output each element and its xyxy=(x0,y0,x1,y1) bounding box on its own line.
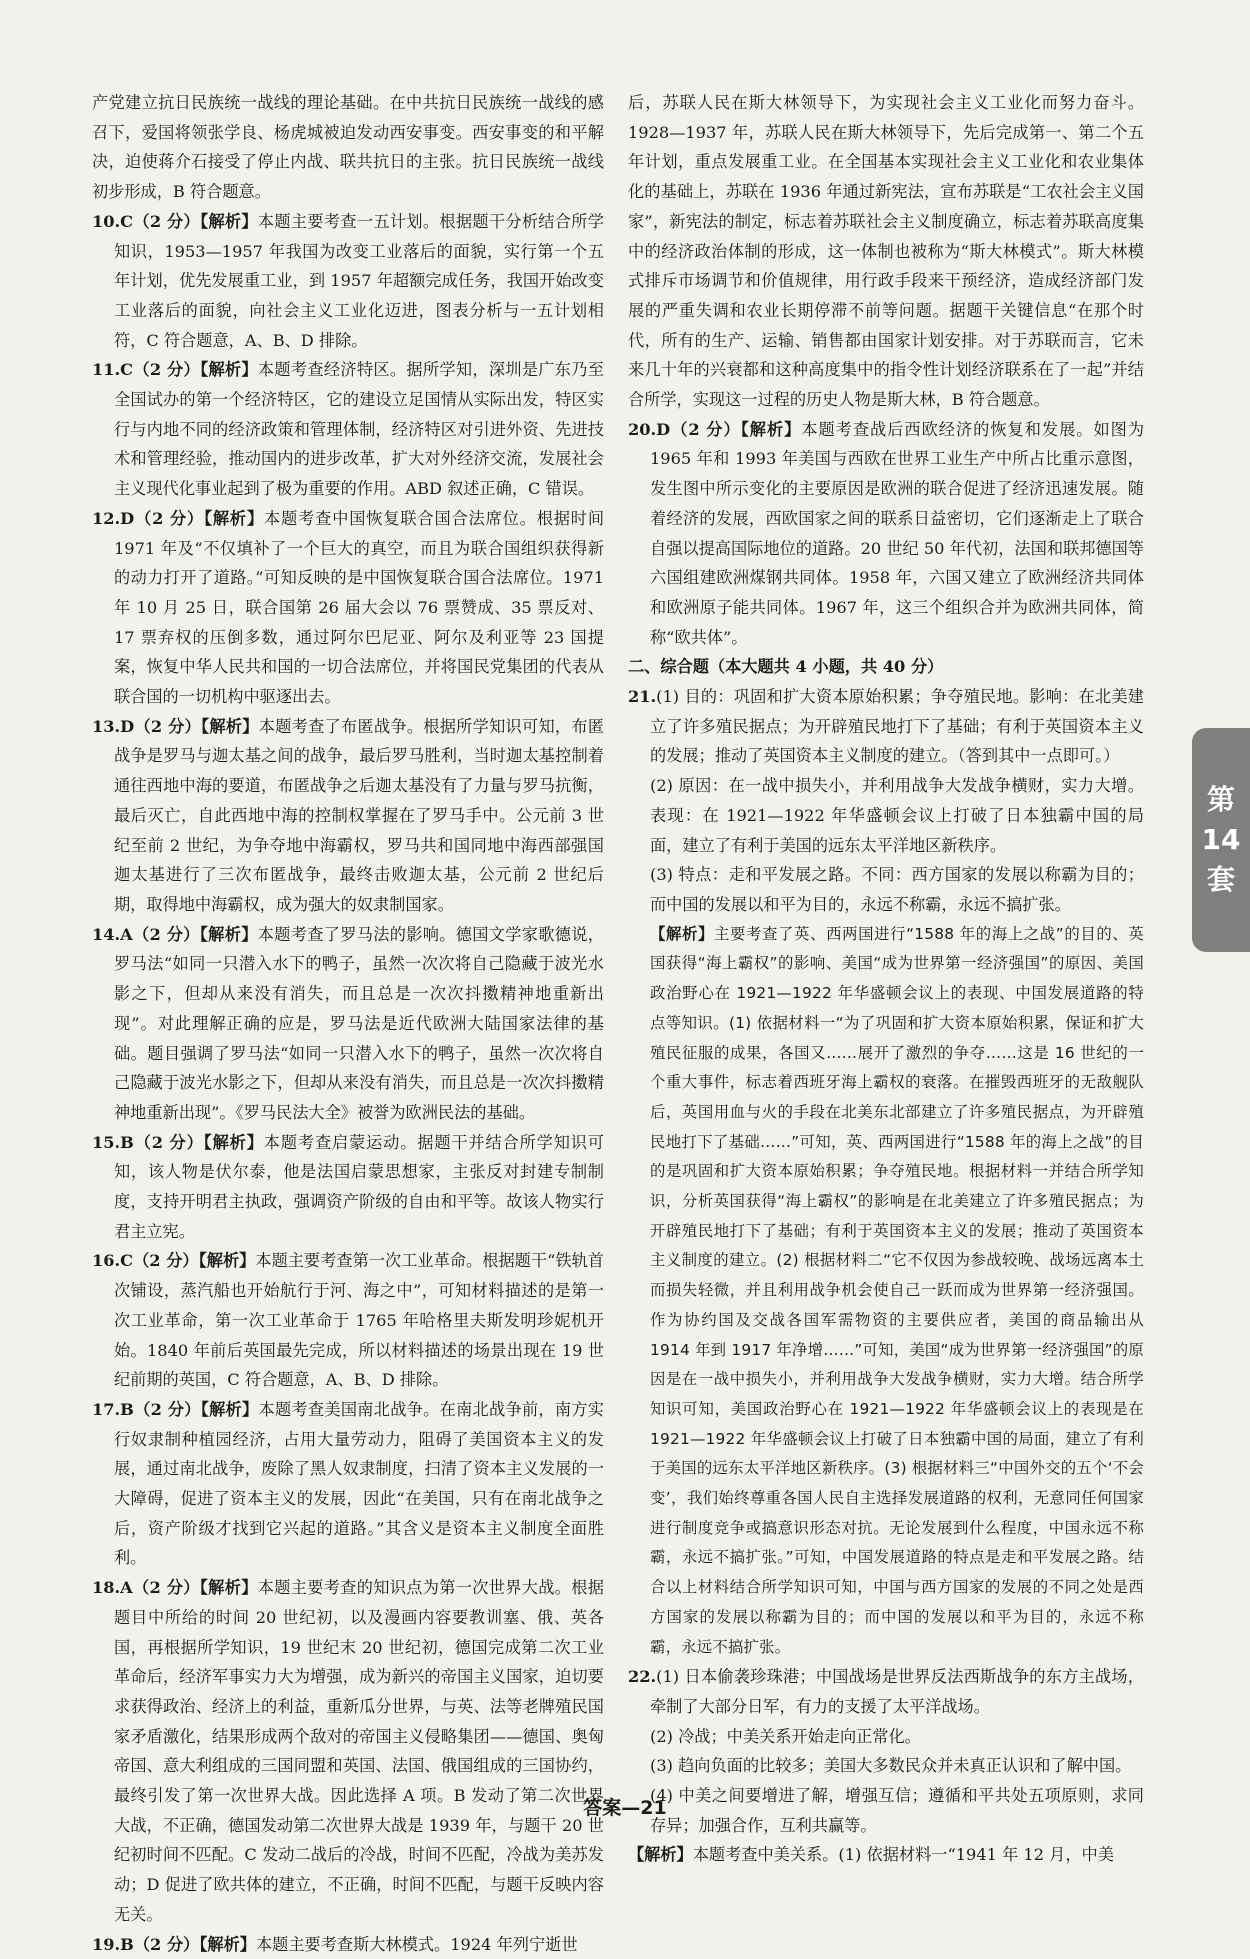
answer-choice: B（2 分） xyxy=(120,1399,201,1419)
answer-item xyxy=(92,1395,604,1573)
answer-item xyxy=(92,1246,604,1395)
answer-text: 本题考查经济特区。据所学知，深圳是广东乃至全国试办的第一个经济特区，它的建设立足国情从实际出发，特区实行与内地不同的经济政策和管理体制，经济特区对引进外资、先进技术和管理经验，推动国内的进步改革，扩大对外经济交流，发展社会主义现代化事业起到了极为重要的作用。ABD 叙述正确，C 错误。 xyxy=(114,360,604,499)
answer-choice: C（2 分） xyxy=(120,360,201,380)
question-number: 16. xyxy=(92,1251,121,1271)
section-heading: 二、综合题（本大题共 4 小题，共 40 分） xyxy=(628,657,944,677)
answer-item xyxy=(628,682,1144,771)
analysis-tag: 【解析】 xyxy=(740,419,802,439)
answer-text: 本题主要考查斯大林模式。1924 年列宁逝世 xyxy=(255,1934,578,1954)
answer-choice: C（2 分） xyxy=(120,211,201,231)
set-number-tab xyxy=(1192,728,1250,952)
analysis-tag: 【解析】 xyxy=(200,1399,259,1419)
question-number: 12. xyxy=(92,508,121,528)
answer-text: 本题主要考查第一次工业革命。根据题干“铁轨首次铺设，蒸汽船也开始航行于河、海之中”，可知材料描述的是第一次工业革命，第一次工业革命于 1765 年哈格里夫斯发明珍妮机开始。1840 年前后英国最先完成，所以材料描述的场景出现在 19 世纪前期的英国，C 符合题意，A、B、D 排除。 xyxy=(114,1251,604,1390)
analysis-tag: 【解析】 xyxy=(203,508,265,528)
continued-paragraph: 后，苏联人民在斯大林领导下，为实现社会主义工业化而努力奋斗。1928—1937 年，苏联人民在斯大林领导下，先后完成第一、第二个五年计划，重点发展重工业。在全国基本实现社会主义工业化和农业集体化的基础上，苏联在 1936 年通过新宪法，宣布苏联是“工农社会主义国家”，新宪法的制定，标志着苏联社会主义制度确立，标志着苏联高度集中的经济政治体制的形成，这一体制也被称为“斯大林模式”。斯大林模式排斥市场调节和价值规律，用行政手段来干预经济，造成经济部门发展的严重失调和农业长期停滞不前等问题。据题干关键信息“在那个时代，所有的生产、运输、销售都由国家计划安排。对于苏联而言，它未来几十年的兴衰都和这种高度集中的指令性计划经济联系在了一起”并结合所学，实现这一过程的历史人物是斯大林，B 符合题意。 xyxy=(628,93,1144,410)
sub-answer: (4) 中美之间要增进了解，增强互信；遵循和平共处五项原则，求同存异；加强合作，互利共赢等。 xyxy=(650,1786,1144,1835)
answer-choice: D（2 分） xyxy=(120,716,202,736)
page-number: 答案—21 xyxy=(583,1797,667,1819)
answer-item xyxy=(92,1573,604,1929)
analysis-tag: 【解析】 xyxy=(203,1132,264,1152)
right-column xyxy=(628,88,1144,1870)
answer-choice: B（2 分） xyxy=(120,1934,200,1954)
answer-item xyxy=(92,355,604,504)
analysis-paragraph xyxy=(628,920,1144,1663)
answer-item xyxy=(92,504,604,712)
question-number: 15. xyxy=(92,1132,121,1152)
sub-answer: (3) 特点：走和平发展之路。不同：西方国家的发展以称霸为目的；而中国的发展以和平为目的，永远不称霸，永远不搞扩张。 xyxy=(650,865,1144,914)
analysis-tag: 【解析】 xyxy=(199,1578,258,1598)
analysis-tag: 【解析】 xyxy=(198,1251,256,1271)
set-tab-suffix: 套 xyxy=(1206,863,1235,896)
question-number: 13. xyxy=(92,716,121,736)
sub-answer: (3) 趋向负面的比较多；美国大多数民众并未真正认识和了解中国。 xyxy=(650,1756,1132,1776)
answer-choice: A（2 分） xyxy=(120,924,200,944)
answer-item xyxy=(92,207,604,356)
answer-text: 主要考查了英、西两国进行“1588 年的海上之战”的目的、英国获得“海上霸权”的影响、美国“成为世界第一经济强国”的原因、美国政治野心在 1921—1922 年华盛顿会议上的表现、中国发展道路的特点等知识。(1) 依据材料一“为了巩固和扩大资本原始积累，保证和扩大殖民征服的成果，各国又……展开了激烈的争夺……这是 16 世纪的一个重大事件，标志着西班牙海上霸权的衰落。在摧毁西班牙的无敌舰队后，英国用血与火的手段在北美东北部建立了许多殖民据点，为开辟殖民地打下了基础……”可知，英、西两国进行“1588 年的海上之战”的目的是巩固和扩大资本原始积累；争夺殖民地。根据材料一并结合所学知识，分析英国获得“海上霸权”的影响是在北美建立了许多殖民据点；为开辟殖民地打下了基础；有利于英国资本主义的发展；推动了英国资本主义制度的建立。(2) 根据材料二“它不仅因为参战较晚、战场远离本土而损失轻微，并且利用战争机会使自己一跃而成为世界第一经济强国。作为协约国及交战各国军需物资的主要供应者，美国的商品输出从 1914 年到 1917 年净增……”可知，美国“成为世界第一经济强国”的原因是在一战中损失小，并利用战争大发战争横财，实力大增。结合所学知识可知，美国政治野心在 1921—1922 年华盛顿会议上的表现是在 1921—1922 年华盛顿会议上打破了日本独霸中国的局面，建立了有利于美国的远东太平洋地区新秩序。(3) 根据材料三“中国外交的五个‘不会变’，我们始终尊重各国人民自主选择发展道路的权利，无意同任何国家进行制度竞争或搞意识形态对抗。无论发展到什么程度，中国永远不称霸，永远不搞扩张。”可知，中国发展道路的特点是走和平发展之路。结合以上材料结合所学知识可知，中国与西方国家的发展的不同之处是西方国家的发展以称霸为目的；而中国的发展以和平为目的，永远不称霸，永远不搞扩张。 xyxy=(650,924,1144,1656)
analysis-tag: 【解析】 xyxy=(650,924,715,943)
question-number: 18. xyxy=(92,1578,121,1598)
analysis-tag: 【解析】 xyxy=(199,924,258,944)
answer-text: (1) 日本偷袭珍珠港；中国战场是世界反法西斯战争的东方主战场，牵制了大部分日军，有力的支援了太平洋战场。 xyxy=(650,1667,1144,1716)
answer-text: 本题主要考查一五计划。根据题干分析结合所学知识，1953—1957 年我国为改变工业落后的面貌，实行第一个五年计划，优先发展重工业，到 1957 年超额完成任务，我国开始改变工业落后的面貌，向社会主义工业化迈进，图表分析与一五计划相符，C 符合题意，A、B、D 排除。 xyxy=(114,211,604,350)
question-number: 17. xyxy=(92,1399,121,1419)
sub-answer: (2) 冷战；中美关系开始走向正常化。 xyxy=(650,1726,921,1746)
answer-item xyxy=(628,1840,1144,1870)
answer-item xyxy=(628,415,1144,653)
continued-paragraph: 产党建立抗日民族统一战线的理论基础。在中共抗日民族统一战线的感召下，爱国将领张学良、杨虎城被迫发动西安事变。西安事变的和平解决，迫使蒋介石接受了停止内战、联共抗日的主张。抗日民族统一战线初步形成，B 符合题意。 xyxy=(92,93,604,202)
question-number: 14. xyxy=(92,924,121,944)
analysis-tag: 【解析】 xyxy=(200,360,258,380)
analysis-tag: 【解析】 xyxy=(199,1934,256,1954)
answer-choice: C（2 分） xyxy=(120,1251,199,1271)
set-tab-prefix: 第 xyxy=(1206,783,1235,816)
answer-item xyxy=(92,1930,604,1959)
left-column xyxy=(92,88,604,1959)
answer-text: 本题考查启蒙运动。据题干并结合所学知识可知，该人物是伏尔泰，他是法国启蒙思想家，主张反对封建专制制度，支持开明君主执政，强调资产阶级的自由和平等。故该人物实行君主立宪。 xyxy=(114,1132,604,1241)
answer-choice: D（2 分） xyxy=(656,419,741,439)
answer-choice: B（2 分） xyxy=(120,1132,204,1152)
question-number: 20. xyxy=(628,419,657,439)
answer-choice: A（2 分） xyxy=(120,1578,200,1598)
question-number: 11. xyxy=(92,360,121,380)
answer-text: 本题考查了布匿战争。根据所学知识可知，布匿战争是罗马与迦太基之间的战争，最后罗马胜利，当时迦太基控制着通往西地中海的要道，布匿战争之后迦太基没有了力量与罗马抗衡，最后灭亡，自此西地中海的控制权掌握在了罗马手中。公元前 3 世纪至前 2 世纪，为争夺地中海霸权，罗马共和国同地中海西部强国迦太基进行了三次布匿战争，最终击败迦太基，公元前 2 世纪后期，取得地中海霸权，成为强大的奴隶制国家。 xyxy=(114,716,605,914)
sub-answer: (2) 原因：在一战中损失小，并利用战争大发战争横财，实力大增。表现：在 1921—1922 年华盛顿会议上打破了日本独霸中国的局面，建立了有利于美国的远东太平洋地区新秩序。 xyxy=(650,776,1144,855)
answer-text: 本题考查中美关系。(1) 依据材料一“1941 年 12 月，中美 xyxy=(692,1845,1114,1865)
set-tab-number: 14 xyxy=(1201,823,1241,856)
question-number: 19. xyxy=(92,1934,121,1954)
analysis-tag: 【解析】 xyxy=(201,716,259,736)
answer-text: 本题考查中国恢复联合国合法席位。根据时间 1971 年及“不仅填补了一个巨大的真空，而且为联合国组织获得新的动力打开了道路。”可知反映的是中国恢复联合国合法席位。1971 年 10 月 25 日，联合国第 26 届大会以 76 票赞成、35 票反对、17 票弃权的压倒多数，通过阿尔巴尼亚、阿尔及利亚等 23 国提案，恢复中华人民共和国的一切合法席位，并将国民党集团的代表从联合国的一切机构中驱逐出去。 xyxy=(114,508,605,707)
question-number: 21. xyxy=(628,687,657,707)
question-number: 10. xyxy=(92,211,121,231)
answer-item xyxy=(628,1662,1144,1721)
question-number: 22. xyxy=(628,1667,657,1687)
answer-choice: D（2 分） xyxy=(120,508,204,528)
answer-item xyxy=(92,712,604,920)
answer-text: 本题考查战后西欧经济的恢复和发展。如图为 1965 年和 1993 年美国与西欧在世界工业生产中所占比重示意图，发生图中所示变化的主要原因是欧洲的联合促进了经济迅速发展。随着经济的发展，西欧国家之间的联系日益密切，它们逐渐走上了联合自强以提高国际地位的道路。20 世纪 50 年代初，法国和联邦德国等六国组建欧洲煤钢共同体。1958 年，六国又建立了欧洲经济共同体和欧洲原子能共同体。1967 年，这三个组织合并为欧洲共同体，简称“欧共体”。 xyxy=(650,419,1145,647)
answer-item xyxy=(92,1128,604,1247)
answer-text: 本题主要考查的知识点为第一次世界大战。根据题目中所给的时间 20 世纪初，以及漫画内容要教训塞、俄、英各国，再根据所学知识，19 世纪末 20 世纪初，德国完成第二次工业革命后，经济军事实力大为增强，成为新兴的帝国主义国家，迫切要求获得政治、经济上的利益，重新瓜分世界，与英、法等老牌殖民国家矛盾激化，结果形成两个敌对的帝国主义侵略集团——德国、奥匈帝国、意大利组成的三国同盟和英国、法国、俄国组成的三国协约，最终引发了第一次世界大战。因此选择 A 项。B 发动了第二次世界大战，不正确，德国发动第二次世界大战是 1939 年，与题干 20 世纪初时间不匹配。C 发动二战后的冷战，时间不匹配，冷战为美苏发动；D 促进了欧共体的建立，不正确，时间不匹配，与题干反映内容无关。 xyxy=(114,1578,604,1924)
analysis-tag: 【解析】 xyxy=(628,1845,693,1865)
answer-text: 本题考查了罗马法的影响。德国文学家歌德说，罗马法“如同一只潜入水下的鸭子，虽然一次次将自己隐藏于波光水影之下，但却从来没有消失，而且总是一次次抖擞精神地重新出现”。对此理解正确的应是，罗马法是近代欧洲大陆国家法律的基础。题目强调了罗马法“如同一只潜入水下的鸭子，虽然一次次将自己隐藏于波光水影之下，但却从来没有消失，而且总是一次次抖擞精神地重新出现”。《罗马民法大全》被誉为欧洲民法的基础。 xyxy=(114,924,604,1122)
answer-text: (1) 目的：巩固和扩大资本原始积累；争夺殖民地。影响：在北美建立了许多殖民据点；为开辟殖民地打下了基础；有利于英国资本主义的发展；推动了英国资本主义制度的建立。（答到其中一点即可。） xyxy=(650,687,1144,766)
analysis-tag: 【解析】 xyxy=(200,211,258,231)
answer-text: 本题考查美国南北战争。在南北战争前，南方实行奴隶制种植园经济，占用大量劳动力，阻碍了美国资本主义的发展，通过南北战争，废除了黑人奴隶制度，扫清了资本主义发展的一大障碍，促进了资本主义的发展，因此“在美国，只有在南北战争之后，资产阶级才找到它兴起的道路。”其含义是资本主义制度全面胜利。 xyxy=(114,1399,604,1568)
answer-item xyxy=(92,920,604,1128)
